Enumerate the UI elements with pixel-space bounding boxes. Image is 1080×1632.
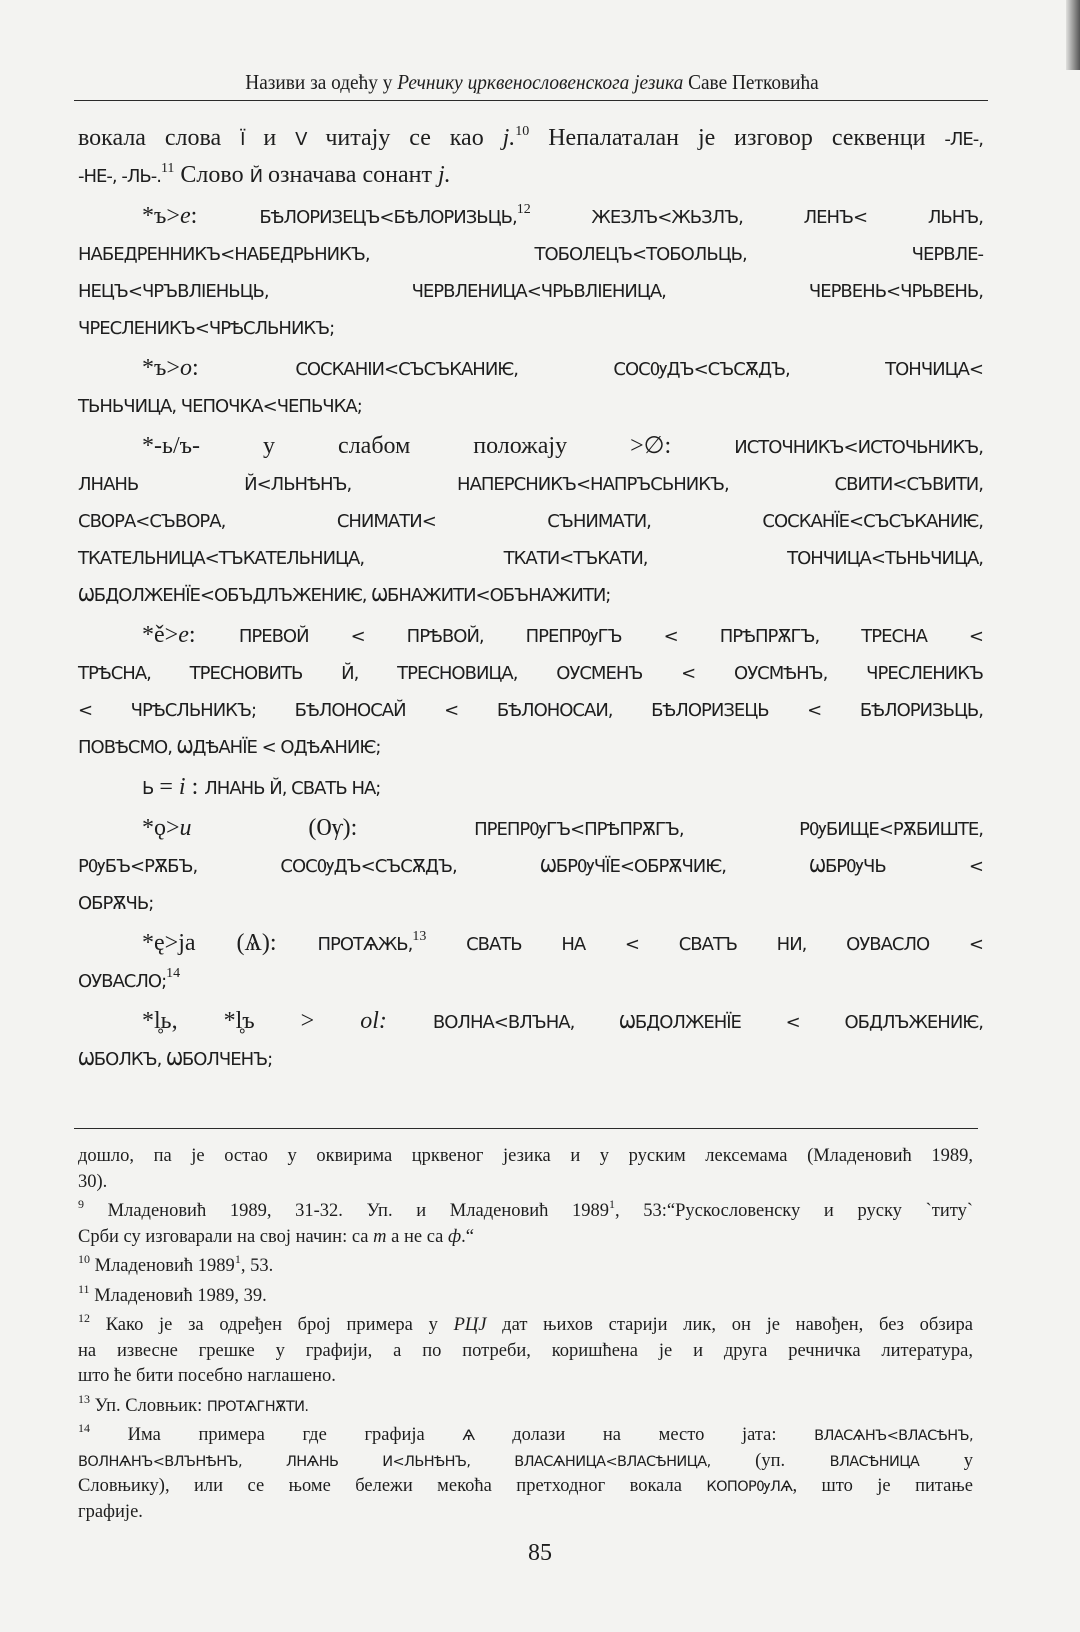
church-slavonic-run: ВОЛНА<ВЛЪНА, ѠБДОЛЖЕНЇЕ < ОБДЛЪЖЕНИѤ, [432,1012,983,1033]
text-run: .“ [461,1226,474,1247]
italic-run: ol: [360,1008,387,1034]
text-run: вокала слова [78,125,241,151]
church-slavonic-run: Ѧ [462,1428,475,1444]
text-run: Како је за одређен број примера у [90,1315,454,1335]
text-run: *ъ> [142,203,180,229]
paragraph [78,769,983,806]
text-run: , 53:“Рускословенску и руску `титу` [615,1201,973,1221]
text-line [78,387,983,424]
footnote-ref: 13 [412,929,427,944]
header-rule [74,100,988,101]
text-line [78,120,983,157]
page-number: 85 [528,1540,552,1566]
text-run: на извесне грешке у графији, а по потреби, коришћена је и друга речничка литература, [78,1340,973,1361]
church-slavonic-run: ЛНАНЬ Й, СВАТЬ НА; [204,778,381,799]
text-line [78,350,983,387]
italic-run: i [178,774,186,800]
church-slavonic-run: ПРОТѦЖЬ, [317,934,413,955]
text-line [78,1364,973,1390]
text-line [78,1254,973,1280]
text-run: Непалаталан је изговор секвенци [529,125,945,151]
footnote-separator [74,1128,978,1129]
text-run: : [190,203,260,229]
church-slavonic-run: БѢЛОРИЗЕЦЪ<БѢЛОРИЗЬЦЬ, [259,207,517,228]
text-run: *ě> [142,622,179,648]
text-line [78,654,983,691]
italic-run: ф [447,1226,462,1247]
paragraph [78,198,983,346]
text-run: , 53. [240,1256,274,1276]
paragraph [78,1003,983,1077]
header-title-end: Саве Петковића [683,70,819,94]
footnote-ref: 13 [78,1391,90,1406]
text-line [78,1339,973,1365]
church-slavonic-run: ТКАТЕЛЬНИЦА<ТЪКАТЕЛЬНИЦА, ТКАТИ<ТЪКАТИ, ТОНЧИЦА<ТЬНЬЧИЦА, [78,548,983,569]
text-run: , што је питање [792,1476,973,1496]
text-line [78,502,983,539]
church-slavonic-run: -НЕ-, -ЛЬ-. [78,166,161,187]
text-run: *ǫ> [142,815,180,841]
text-run: (Ѹ): [191,815,475,841]
text-line [78,1281,973,1310]
text-line [78,1170,973,1196]
body-text [78,116,983,1077]
header-title-italic: Речнику црквенословенскога језика [397,70,684,94]
text-line [78,1474,973,1500]
text-line [78,539,983,576]
text-run: = [153,774,179,800]
text-run: : [185,774,205,800]
church-slavonic-run: ПРЕПРѸГЪ<ПРѢПРѪГЪ, РѸБИЩЕ<РѪБИШТЕ, [474,819,983,840]
text-line [78,309,983,346]
running-header [114,70,949,95]
footnote [78,1281,973,1310]
text-line [78,728,983,765]
text-run: Словњику), или се њоме бележи мекоћа претходног вокала [78,1476,707,1496]
text-run: *-ь/ъ- у слабом положају >∅: [142,433,735,459]
text-line [78,465,983,502]
footnotes [78,1140,973,1525]
text-run: : [188,622,239,648]
text-line [78,1449,973,1475]
text-line [78,235,983,272]
church-slavonic-run: V [295,129,307,150]
footnote-ref: 11 [78,1281,90,1296]
footnote-ref: 12 [78,1311,90,1325]
paragraph [78,428,983,613]
footnote-ref: 14 [78,1421,90,1435]
text-run: Има примера где графија [90,1425,463,1445]
text-run: Младеновић 1989 [90,1256,235,1276]
footnote [78,1199,973,1250]
text-run: и [244,125,296,151]
text-line [78,847,983,884]
text-run: читају се као [306,125,503,151]
text-run: дошло, па је остао у оквирима црквеног језика и у руским лексемама (Младеновић 1989, [78,1146,973,1166]
footnote-ref: 1 [234,1252,241,1266]
paragraph [78,120,983,194]
church-slavonic-run: Й [249,166,263,187]
footnote [78,1144,973,1195]
text-line [78,198,983,235]
church-slavonic-run: НЕЦЪ<ЧРЪВЛІЕНЬЦЬ, ЧЕРВЛЕНИЦА<ЧРЬВЛІЕНИЦА, ЧЕРВЕНЬ<ЧРЬВЕНЬ, [78,281,983,302]
church-slavonic-run: ЧРЕСЛЕНИКЪ<ЧРѢСЛЬНИКЪ; [78,318,335,339]
text-line [78,1003,983,1040]
church-slavonic-run: ПОВѢСМО, ѠДѢАНЇЕ < ОДѢѦНИѤ; [78,737,381,758]
text-run: Младеновић 1989, 31-32. Уп. и Младеновић 1989 [84,1201,610,1221]
church-slavonic-run: РѸБЪ<РѪБЪ, СОСѸДЪ<СЪСѪДЪ, ѠБРѸЧЇЕ<ОБРѪЧИѤ, ѠБРѸЧЬ < [78,856,983,877]
text-line [78,810,983,847]
text-line [78,1313,973,1339]
text-line [78,1144,973,1170]
footnote-ref: 9 [78,1197,84,1211]
text-line [78,1391,973,1420]
footnote [78,1254,973,1280]
church-slavonic-run: КОПОРѸЛѦ [706,1479,793,1495]
text-run: долази на место јата: [474,1425,815,1445]
church-slavonic-run: Ь [142,778,154,799]
church-slavonic-run: ТЬНЬЧИЦА, ЧЕПОЧКА<ЧЕПЬЧКА; [78,396,362,417]
church-slavonic-run: ПРЕВОЙ < ПРѢВОЙ, ПРЕПРѸГЪ < ПРѢПРѪГЪ, ТРЕСНА < [238,626,983,647]
footnote [78,1313,973,1390]
church-slavonic-run: Ї [240,129,245,150]
text-run: (уп. [710,1450,830,1471]
church-slavonic-run: < ЧРѢСЛЬНИКЪ; БѢЛОНОСАЙ < БѢЛОНОСАИ, БѢЛОРИЗЕЦЬ < БѢЛОРИЗЬЦЬ, [78,700,983,721]
footnote-ref: 10 [78,1252,90,1266]
text-line [78,617,983,654]
text-line [78,1225,973,1251]
text-line [78,691,983,728]
text-run [387,1008,433,1034]
church-slavonic-run: ЛНАНЬ Й<ЛЬНѢНЪ, НАПЕРСНИКЪ<НАПРЪСЬНИКЪ, СВИТИ<СЪВИТИ, [78,474,983,495]
header-title-start: Називи за одећу у [245,70,398,94]
italic-run: j. [502,125,516,151]
footnote-ref: 1 [609,1197,616,1211]
footnote-ref: 10 [515,124,530,139]
text-line [78,962,983,999]
italic-run: j. [437,162,451,188]
text-line [78,925,983,962]
church-slavonic-run: ВЛАСѦНЪ<ВЛАСѢНЪ, [814,1428,973,1444]
scan-edge-shadow [1066,0,1080,70]
text-line [78,157,983,194]
church-slavonic-run: СОСКАНІИ<СЪСЪКАНИѤ, СОСѸДЪ<СЪСѪДЪ, ТОНЧИЦА< [295,359,984,380]
text-line [78,884,983,921]
church-slavonic-run: ТРѢСНА, ТРЕСНОВИТЬ Й, ТРЕСНОВИЦА, ОУСМЕНЪ < ОУСМѢНЪ, ЧРЕСЛЕНИКЪ [78,663,983,684]
footnote [78,1391,973,1420]
text-run: *l̥ь, *l̥ъ > [142,1008,361,1034]
text-run: што ће бити посебно наглашено. [78,1366,336,1386]
footnote-ref: 11 [160,161,175,176]
italic-run: т [373,1226,387,1247]
text-line [78,1500,973,1526]
footnote-ref: 12 [516,202,531,217]
text-run: *ъ> [142,355,180,381]
text-run: означава сонант [262,162,438,188]
paragraph [78,617,983,765]
italic-run: e [178,622,189,648]
text-line [78,769,983,806]
text-line [78,1040,983,1077]
church-slavonic-run: ЖЕЗЛЪ<ЖЬЗЛЪ, ЛЕНЪ< ЛЬНЪ, [530,207,983,228]
church-slavonic-run: ИСТОЧНИКЪ<ИСТОЧЬНИКЪ, [734,437,983,458]
text-run: 30). [78,1171,108,1192]
footnote-ref: 14 [166,966,181,981]
church-slavonic-run: СВОРА<СЪВОРА, СНИМАТИ< СЪНИМАТИ, СОСКАНЇЕ<СЪСЪКАНИѤ, [78,511,983,532]
church-slavonic-run: ѠБОЛКЪ, ѠБОЛЧЕНЪ; [78,1049,273,1070]
church-slavonic-run: СВАТЬ НА < СВАТЪ НИ, ОУВАСЛО < [426,934,983,955]
italic-run: РЦЈ [453,1315,487,1335]
text-run: Срби су изговарали на свој начин: са [78,1226,374,1247]
text-run: а не са [386,1226,448,1247]
text-run: у [919,1450,973,1471]
church-slavonic-run: НАБЕДРЕННИКЪ<НАБЕДРЬНИКЪ, ТОБОЛЕЦЪ<ТОБОЛЬЦЬ, ЧЕРВЛЕ- [78,244,983,265]
text-line [78,1199,973,1225]
church-slavonic-run: ВОЛНѦНЪ<ВЛЪНѢНЪ, ЛНѦНЬ И<ЛЬНѢНЪ, ВЛАСѦНИЦА<ВЛАСѢНИЦА, [78,1453,711,1470]
text-line [78,428,983,465]
footnote [78,1423,973,1525]
text-line [78,576,983,613]
text-run: Уп. Словњик: [90,1395,207,1416]
church-slavonic-run: ОУВАСЛО; [78,971,167,992]
paragraph [78,350,983,424]
church-slavonic-run: ОБРѪЧЬ; [78,893,154,914]
italic-run: o [179,355,192,381]
text-run: Слово [174,162,250,188]
italic-run: e [179,203,191,229]
text-line [78,1423,973,1449]
text-run: : [191,355,296,381]
paragraph [78,925,983,999]
text-line [78,272,983,309]
paragraph [78,810,983,921]
italic-run: u [179,815,192,841]
church-slavonic-run: ПРОТѦГНѪТИ. [206,1398,309,1415]
church-slavonic-run: -ЛЕ-, [944,129,983,150]
text-run: *ę>ja (Ѧ): [142,930,318,956]
text-run: графије. [78,1501,143,1522]
church-slavonic-run: ѠБДОЛЖЕНЇЕ<ОБЪДЛЪЖЕНИѤ, ѠБНАЖИТИ<ОБЪНАЖИТИ; [78,585,611,606]
text-run: Младеновић 1989, 39. [89,1285,267,1306]
text-run: дат њихов старији лик, он је навођен, без обзира [486,1315,973,1335]
church-slavonic-run: ВЛАСѢНИЦА [829,1453,920,1470]
